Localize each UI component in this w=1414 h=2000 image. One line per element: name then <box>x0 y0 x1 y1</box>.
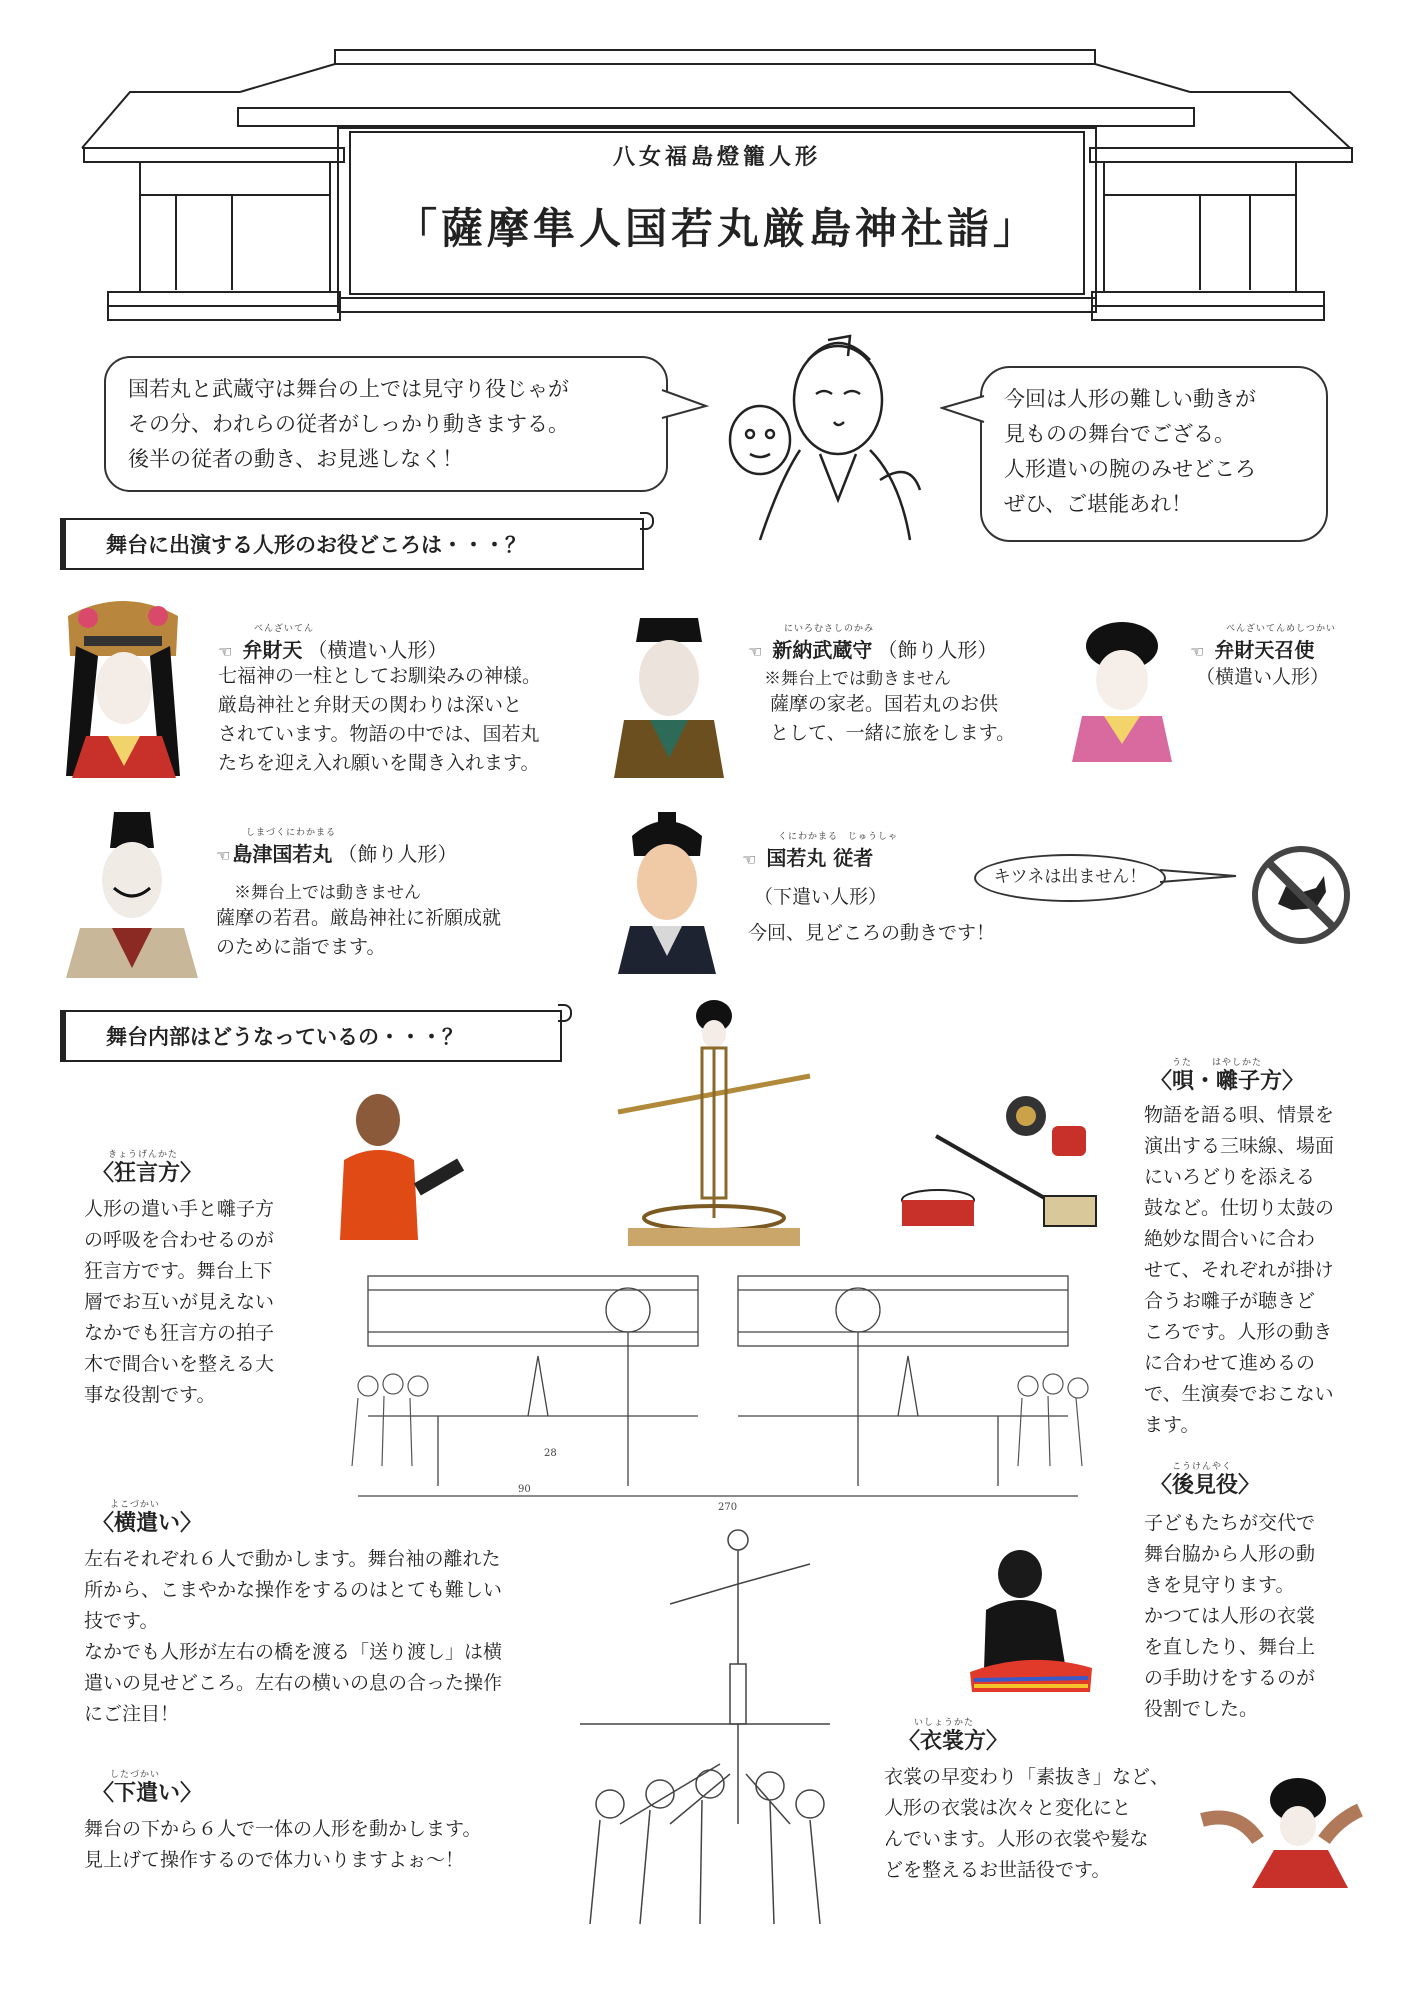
ruby-text: うた はやしかた <box>1172 1058 1263 1068</box>
role-description: 舞台の下から６人で一体の人形を動かします。 見上げて操作するので体力いりますよぉ～！ <box>84 1818 482 1871</box>
character-name: 弁財天 <box>242 638 303 662</box>
role-ishokata <box>898 1718 1008 1754</box>
character-description: 七福神の一柱としてお馴染みの神様。 厳島神社と弁財天の関わりは深いと されています。物語の中では、国若丸 たちを迎え入れ願いを聞き入れます。 <box>218 665 542 774</box>
role-description: 子どもたちが交代で 舞台脇から人形の動 きを見守ります。 かつては人形の衣裳 を直したり、舞台上 の手助けをするのが 役割でした。 <box>1144 1512 1316 1720</box>
ruby-text: しまづくにわかまる <box>246 828 337 838</box>
character-niiro-musashi <box>748 624 997 663</box>
pointing-hand-icon: ☜ <box>218 642 233 661</box>
ruby-text: きょうげんかた <box>108 1150 179 1160</box>
role-description: 物語を語る唄、情景を 演出する三味線、場面 にいろどりを添える 鼓など。仕切り太鼓の 絶妙な間合いに合わ せて、それぞれが掛け 合うお囃子が聴きど ころです。人形の動き に合わせて進めるの で、生演奏でおこない ます。 <box>1144 1104 1335 1436</box>
role-title: 〈横遣い〉 <box>92 1510 203 1536</box>
header-subtitle: 八女福島燈籠人形 <box>612 144 821 170</box>
section-title-cast-text: 舞台に出演する人形のお役どころは・・・？ <box>106 533 526 557</box>
pointing-hand-icon: ☜ <box>742 850 757 869</box>
role-uta-hayashikata <box>1150 1058 1304 1094</box>
dimension-label: 90 <box>518 1484 531 1495</box>
samurai-illustration <box>720 330 940 560</box>
role-description: 左右それぞれ６人で動かします。舞台袖の離れた 所から、こまやかな操作をするのはとても難しい 技です。 なかでも人形が左右の橋を渡る「送り渡し」は横 遣いの見せどころ。左右の横いの息の合った操作 にご注目！ <box>84 1548 503 1725</box>
shitazukai-operators-diagram <box>570 1524 840 1944</box>
pointing-hand-icon: ☜ <box>216 846 231 865</box>
dimension-label: 270 <box>718 1502 738 1513</box>
role-kyogenkata <box>92 1150 202 1186</box>
attendant-doll-photo <box>614 806 720 974</box>
character-name: 島津国若丸 <box>232 842 333 866</box>
character-kind: （飾り人形） <box>877 638 998 662</box>
niiro-musashi-doll-photo <box>610 608 728 778</box>
kokenyaku-child-photo <box>966 1540 1096 1696</box>
section-title-cast <box>60 518 644 570</box>
role-title: 〈後見役〉 <box>1150 1472 1261 1498</box>
ruby-text: したづかい <box>110 1770 161 1780</box>
bubble-tail-icon <box>660 384 710 424</box>
role-title: 〈衣裳方〉 <box>898 1728 1009 1754</box>
kyogenkata-performer-photo <box>334 1090 482 1250</box>
character-kind: （横遣い人形） <box>1196 666 1330 688</box>
character-kind: （下遣い人形） <box>754 886 888 908</box>
musical-instruments-photo <box>896 1086 1108 1244</box>
character-shimazu-kuniwakamaru <box>216 828 457 867</box>
pointing-hand-icon: ☜ <box>1190 642 1205 661</box>
character-description: 薩摩の若君。厳島神社に祈願成就 のために詣でます。 <box>216 907 502 958</box>
role-shitazukai <box>92 1770 202 1806</box>
character-note: ※舞台上では動きません <box>764 669 951 689</box>
bubble-tail-icon <box>1160 868 1240 884</box>
role-yokozukai <box>92 1500 202 1536</box>
character-name: 弁財天召使 <box>1214 638 1315 662</box>
ruby-text: こうけんやく <box>1172 1462 1233 1472</box>
character-description: 今回、見どころの動きです！ <box>748 922 996 944</box>
speech-bubble-right: 今回は人形の難しい動きが 見ものの舞台でござる。 人形遣いの腕のみせどころ ぜひ、ご堪能あれ！ <box>980 366 1328 542</box>
ruby-text: にいろむさしのかみ <box>784 624 875 634</box>
shimazu-kuniwakamaru-doll-photo <box>62 808 202 978</box>
doll-mechanism-photo <box>614 992 834 1256</box>
section-title-stage-text: 舞台内部はどうなっているの・・・？ <box>106 1025 463 1049</box>
fox-note-text: キツネは出ません！ <box>993 867 1147 887</box>
stage-cross-section-diagram <box>338 1266 1108 1516</box>
character-kind: （横遣い人形） <box>307 638 448 662</box>
ishokata-hands-photo <box>1198 1770 1364 1888</box>
speech-bubble-left: 国若丸と武蔵守は舞台の上では見守り役じゃが その分、われらの従者がしっかり動きまする。 後半の従者の動き、お見逃しなく！ <box>104 356 668 492</box>
role-description: 衣裳の早変わり「素抜き」など、 人形の衣裳は次々と変化にと んでいます。人形の衣裳や髪な どを整えるお世話役です。 <box>884 1766 1170 1881</box>
header-title: 「薩摩隼人国若丸厳島神社詣」 <box>394 204 1039 253</box>
role-title: 〈唄・囃子方〉 <box>1150 1068 1305 1094</box>
fox-note-bubble <box>974 854 1166 902</box>
role-title: 〈狂言方〉 <box>92 1160 203 1186</box>
benzaiten-servant-doll-photo <box>1062 620 1182 762</box>
ruby-text: いしょうかた <box>914 1718 975 1728</box>
character-name: 新納武蔵守 <box>772 638 873 662</box>
ruby-text: べんざいてん <box>254 624 315 634</box>
role-kokenyaku <box>1150 1462 1260 1498</box>
dimension-label: 28 <box>544 1448 557 1459</box>
character-attendant <box>742 832 898 871</box>
character-name: 国若丸 従者 <box>766 846 874 870</box>
character-note: ※舞台上では動きません <box>234 883 421 903</box>
character-benzaiten-servant <box>1190 624 1336 663</box>
character-kind: （飾り人形） <box>337 842 458 866</box>
role-title: 〈下遣い〉 <box>92 1780 203 1806</box>
section-title-stage <box>60 1010 562 1062</box>
character-description: 薩摩の家老。国若丸のお供 として、一緒に旅をします。 <box>770 693 1016 744</box>
ruby-text: くにわかまる じゅうしゃ <box>778 832 899 842</box>
ruby-text: べんざいてんめしつかい <box>1226 624 1337 634</box>
bubble-tail-icon <box>940 392 986 428</box>
benzaiten-doll-photo <box>58 596 188 778</box>
no-fox-icon <box>1252 846 1350 944</box>
pointing-hand-icon: ☜ <box>748 642 763 661</box>
character-benzaiten <box>218 624 447 663</box>
role-description: 人形の遣い手と囃子方 の呼吸を合わせるのが 狂言方です。舞台上下 層でお互いが見えない なかでも狂言方の拍子 木で間合いを整える大 事な役割です。 <box>84 1198 275 1406</box>
ruby-text: よこづかい <box>110 1500 160 1510</box>
